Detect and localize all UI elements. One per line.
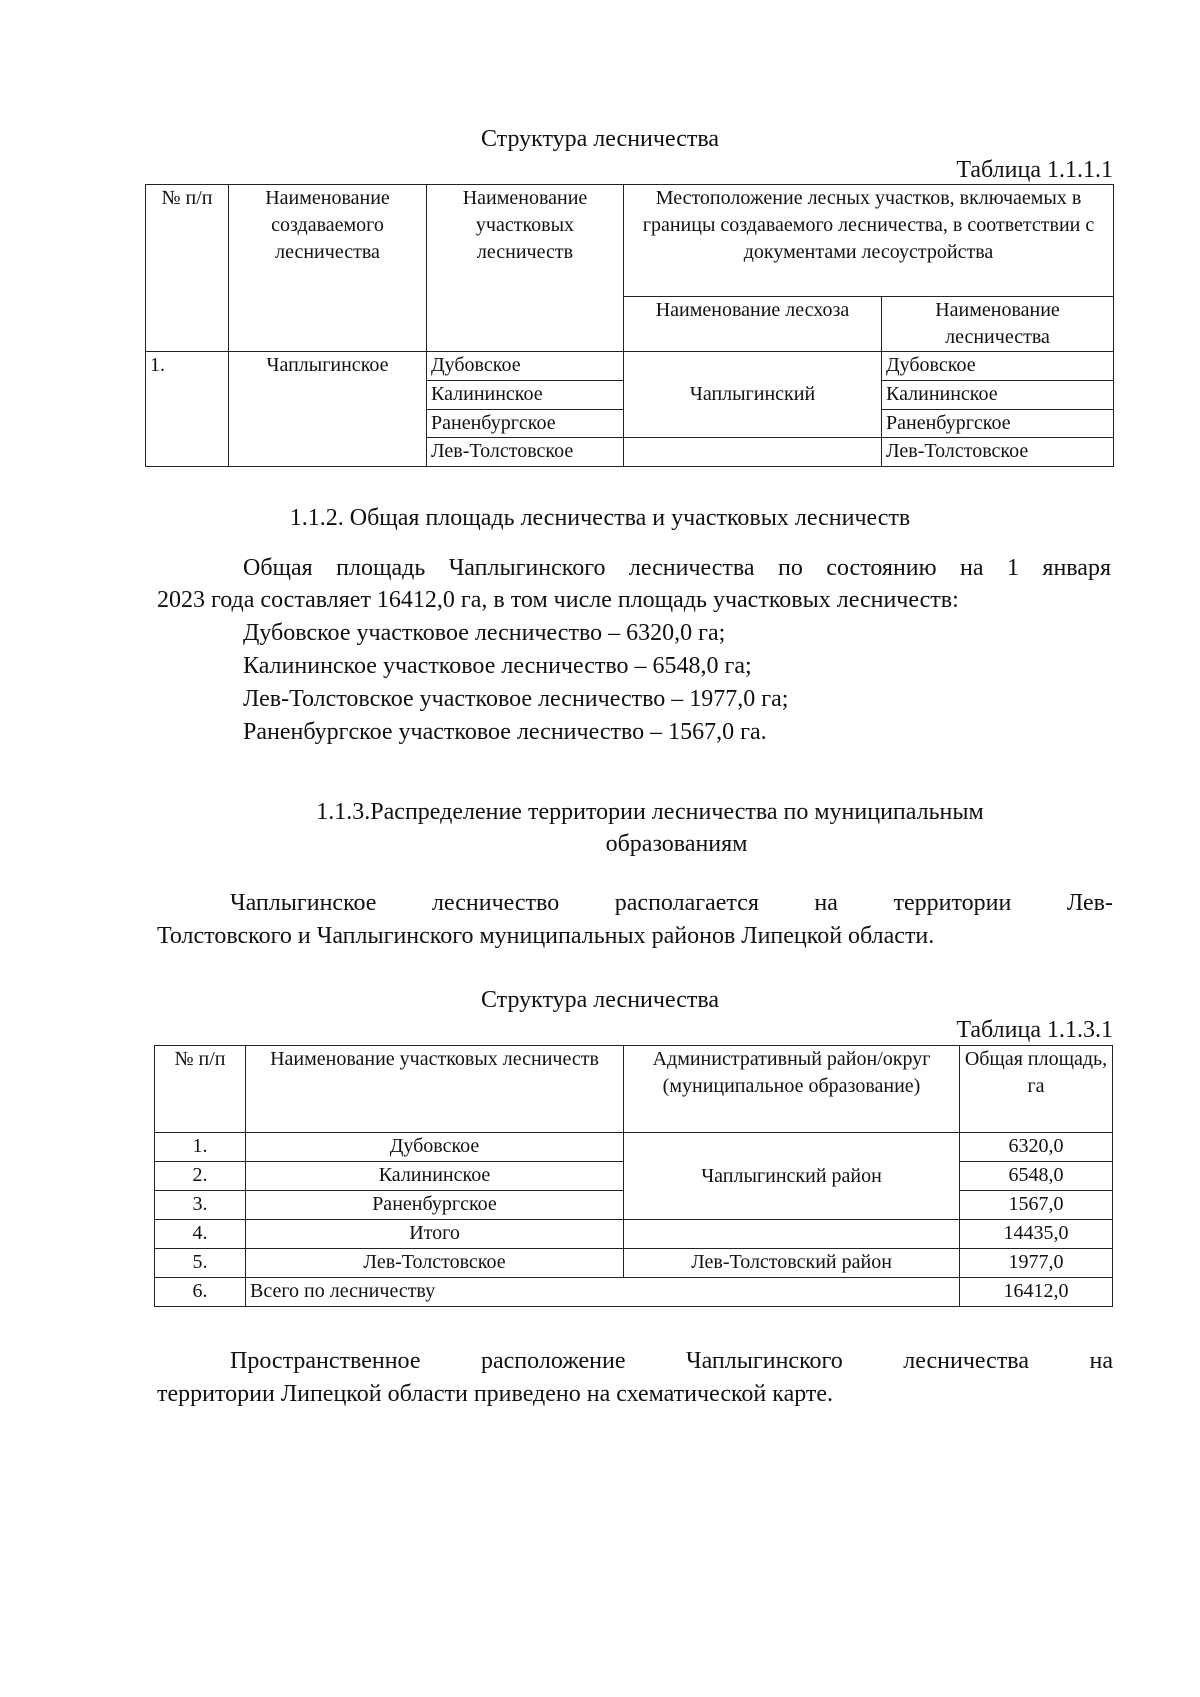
row-area: 1977,0 [960, 1249, 1113, 1278]
section-112-intro-line2: 2023 года составляет 16412,0 га, в том числе площадь участковых лесничеств: [157, 587, 959, 613]
forestry-cell: Калининское [882, 381, 1114, 410]
forestry-cell: Дубовское [882, 352, 1114, 381]
area-list-item: Лев-Толстовское участковое лесничество – 1977,0 га; [243, 686, 789, 712]
table2-number: Таблица 1.1.3.1 [956, 1017, 1113, 1043]
row-name: Раненбургское [246, 1191, 624, 1220]
table1-number: Таблица 1.1.1.1 [956, 157, 1113, 183]
closing-line1: Пространственное расположение Чаплыгинского лесничества на [230, 1348, 1113, 1374]
row-no: 1. [146, 352, 229, 467]
row-no: 3. [155, 1191, 246, 1220]
row-area: 1567,0 [960, 1191, 1113, 1220]
row-name: Чаплыгинское [229, 352, 427, 467]
header-district: Административный район/округ (муниципальное образование) [624, 1046, 960, 1133]
header-forestry: Наименование лесничества [882, 297, 1114, 352]
section-113-heading-line1: 1.1.3.Распределение территории лесничества по муниципальным [316, 799, 984, 825]
row-area: 14435,0 [960, 1220, 1113, 1249]
empty-cell [624, 438, 882, 467]
closing-line2: территории Липецкой области приведено на схематической карте. [157, 1381, 834, 1407]
header-leskhoz: Наименование лесхоза [624, 297, 882, 352]
section-cell: Калининское [427, 381, 624, 410]
header-location: Местоположение лесных участков, включаемых в границы создаваемого лесничества, в соответствии с документами лесоустройства [624, 185, 1114, 297]
row-no: 1. [155, 1133, 246, 1162]
row-no: 4. [155, 1220, 246, 1249]
empty-cell [624, 1220, 960, 1249]
area-list-item: Дубовское участковое лесничество – 6320,0 га; [243, 620, 726, 646]
forestry-structure-table [145, 184, 1114, 467]
header-name: Наименование участковых лесничеств [246, 1046, 624, 1133]
section-113-para-line1: Чаплыгинское лесничество располагается на территории Лев- [230, 890, 1113, 916]
leskhoz-cell: Чаплыгинский [624, 352, 882, 438]
row-no: 6. [155, 1278, 246, 1307]
section-113-para-line2: Толстовского и Чаплыгинского муниципальных районов Липецкой области. [157, 923, 935, 949]
forestry-cell: Раненбургское [882, 410, 1114, 438]
forestry-cell: Лев-Толстовское [882, 438, 1114, 467]
area-list-item: Калининское участковое лесничество – 6548,0 га; [243, 653, 752, 679]
section-112-heading: 1.1.2. Общая площадь лесничества и участковых лесничеств [289, 505, 911, 531]
row-no: 5. [155, 1249, 246, 1278]
district-cell: Чаплыгинский район [624, 1133, 960, 1220]
section-cell: Дубовское [427, 352, 624, 381]
row-no: 2. [155, 1162, 246, 1191]
table2-caption: Структура лесничества [480, 987, 720, 1013]
row-total-name: Всего по лесничеству [246, 1278, 960, 1307]
section-113-heading-line2: образованиям [605, 831, 748, 857]
header-area: Общая площадь, га [960, 1046, 1113, 1133]
municipal-distribution-table [154, 1045, 1113, 1307]
district-cell: Лев-Толстовский район [624, 1249, 960, 1278]
row-area: 6320,0 [960, 1133, 1113, 1162]
row-name: Дубовское [246, 1133, 624, 1162]
header-no: № п/п [146, 185, 229, 352]
section-cell: Лев-Толстовское [427, 438, 624, 467]
row-area: 16412,0 [960, 1278, 1113, 1307]
header-no: № п/п [155, 1046, 246, 1133]
section-cell: Раненбургское [427, 410, 624, 438]
table1-caption: Структура лесничества [480, 126, 720, 152]
row-area: 6548,0 [960, 1162, 1113, 1191]
header-name-created: Наименование создаваемого лесничества [229, 185, 427, 352]
row-name: Лев-Толстовское [246, 1249, 624, 1278]
row-name: Итого [246, 1220, 624, 1249]
section-112-intro-line1: Общая площадь Чаплыгинского лесничества по состоянию на 1 января [243, 555, 1111, 581]
header-name-sections: Наименование участковых лесничеств [427, 185, 624, 352]
row-name: Калининское [246, 1162, 624, 1191]
area-list-item: Раненбургское участковое лесничество – 1567,0 га. [243, 719, 767, 745]
